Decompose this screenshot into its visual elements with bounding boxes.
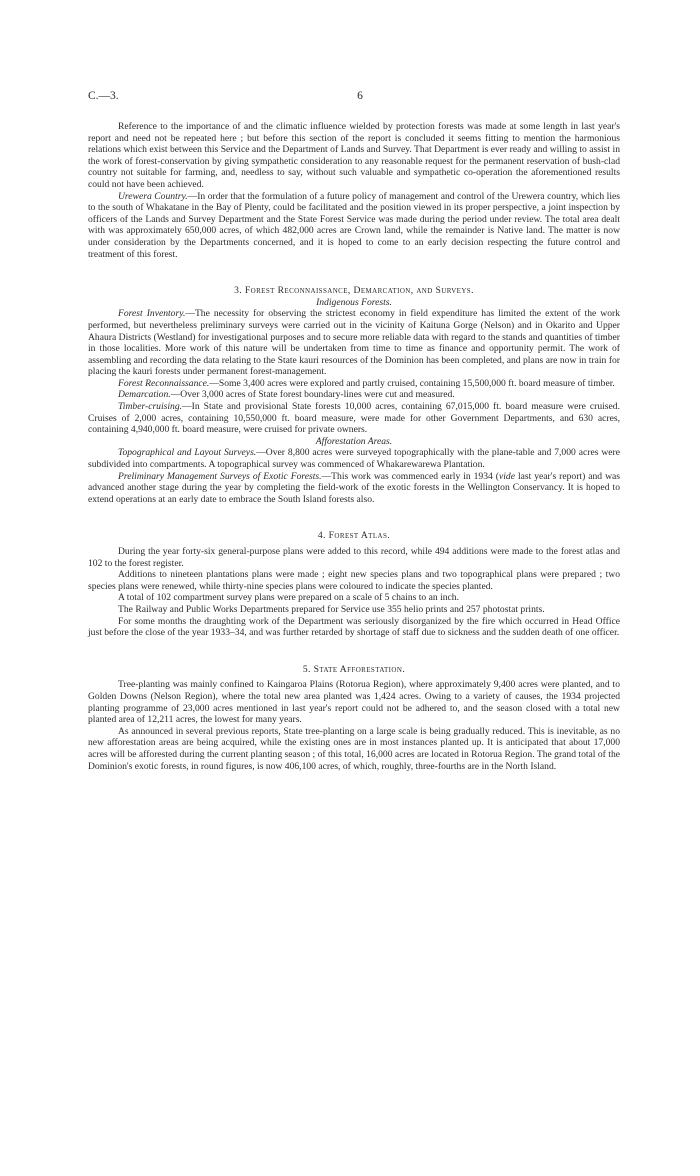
- forest-inventory-title: Forest Inventory.: [118, 308, 186, 320]
- urewera-text: —In order that the formulation of a future policy of management and control of the Urewera country, which lies to the south of Whakatane in the Bay of Plenty, could be facilitated and the position viewed in its proper perspective, a joint inspection by officers of the Lands and Survey Department and the State Forest Service was made during the period under review. The total area dealt with was approximately 650,000 acres, of which 482,000 acres are Crown land, while the remainder is Native land. The matter is now under consideration by the Departments concerned, and it is hoped to come to an early decision respecting the future control and treatment of this forest.: [88, 190, 620, 260]
- demarcation-paragraph: [88, 389, 620, 401]
- page-number: 6: [357, 90, 363, 102]
- section-4-heading: 4. Forest Atlas.: [317, 530, 391, 542]
- topographical-surveys-paragraph: [88, 447, 620, 470]
- atlas-paragraph-1: During the year forty-six general-purpose plans were added to this record, while 494 additions were made to the forest atlas and 102 to the forest register.: [88, 546, 620, 569]
- demarcation-text: —Over 3,000 acres of State forest boundary-lines were cut and measured.: [170, 389, 455, 401]
- timber-cruising-title: Timber-cruising.: [118, 401, 183, 413]
- urewera-paragraph: [88, 191, 620, 261]
- page-header: [88, 90, 612, 106]
- report-reference: C.—3.: [88, 90, 119, 102]
- forest-reconnaissance-paragraph: [88, 378, 620, 390]
- afforestation-paragraph-2: As announced in several previous reports, State tree-planting on a large scale is being gradually reduced. This is inevitable, as no new afforestation areas are being acquired, while the existing ones are in most instances planted up. It is anticipated that about 17,000 acres will be afforested during the current planting season ; of this total, 16,000 acres are located in Rotorua Region. The grand total of the Dominion's exotic forests, in round figures, is now 406,100 acres, of which, roughly, three-fourths are in the North Island.: [88, 725, 620, 772]
- preliminary-surveys-title: Preliminary Management Surveys of Exotic Forests.: [118, 470, 322, 482]
- preliminary-surveys-text-a: —This work was commenced early in 1934 (: [321, 470, 499, 482]
- afforestation-areas-subheading: Afforestation Areas.: [315, 435, 393, 447]
- section-5-heading: 5. State Afforestation.: [302, 663, 406, 675]
- section-3-heading: 3. Forest Reconnaissance, Demarcation, and Surveys.: [234, 285, 474, 297]
- demarcation-title: Demarcation.: [118, 389, 171, 401]
- timber-cruising-paragraph: [88, 401, 620, 436]
- indigenous-forests-subheading: Indigenous Forests.: [316, 296, 392, 308]
- topographical-surveys-text: —Over 8,800 acres were surveyed topographically with the plane-table and 7,000 acres were subdivided into compartments. A topographical survey was commenced of Whakarewarewa Plantation.: [88, 447, 620, 471]
- document-body: [88, 121, 620, 772]
- intro-paragraph: Reference to the importance of and the climatic influence wielded by protection forests was made at some length in last year's report and need not be repeated here ; but before this section of the report is concluded it seems fitting to mention the harmonious relations which exist between this Service and the Department of Lands and Survey. That Department is ever ready and willing to assist in the work of forest-conservation by giving sympathetic consideration to any reasonable request for the permanent reservation of bush-clad country not suitable for farming, and, needless to say, without such valuable and sympathetic co-operation the aforementioned results could not have been achieved.: [88, 121, 620, 190]
- atlas-paragraph-5: For some months the draughting work of the Department was seriously disorganized by the fire which occurred in Head Office just before the close of the year 1933–34, and was further retarded by shortage of staff due to sickness and the sudden death of one officer.: [88, 615, 620, 639]
- preliminary-surveys-paragraph: [88, 471, 620, 506]
- timber-cruising-text: —In State and provisional State forests 10,000 acres, containing 67,015,000 ft. board measure were cruised. Cruises of 2,000 acres, containing 10,550,000 ft. board measure, were made for other Government Departments, and 630 acres, containing 4,940,000 ft. board measure, were cruised for private owners.: [88, 401, 620, 436]
- forest-inventory-text: —The necessity for observing the strictest economy in field expenditure has limited the extent of the work performed, but nevertheless preliminary surveys were carried out in the vicinity of Kaituna Gorge (Nelson) and in Okarito and Upper Ahaura Districts (Westland) for investigational purposes and to secure more reliable data with regard to the stands and quantities of timber in those localities. More work of this nature will be undertaken from time to time as finance and opportunity permit. The work of assembling and recording the data relating to the State kauri resources of the Dominion has been completed, and plans are now in train for placing the kauri forests under permanent forest-management.: [88, 308, 620, 378]
- forest-reconnaissance-text: —Some 3,400 acres were explored and partly cruised, containing 15,500,000 ft. board measure of timber.: [209, 377, 615, 389]
- urewera-title: Urewera Country.: [118, 190, 188, 202]
- forest-inventory-paragraph: [88, 308, 620, 378]
- atlas-paragraph-2: Additions to nineteen plantations plans were made ; eight new species plans and two topographical plans were prepared ; two species plans were renewed, while thirty-nine species plans were coloured to indicate the species planted.: [88, 569, 620, 592]
- afforestation-paragraph-1: Tree-planting was mainly confined to Kaingaroa Plains (Rotorua Region), where approximately 9,400 acres were planted, and to Golden Downs (Nelson Region), where the total new area planted was 1,424 acres. Owing to a variety of causes, the 1934 projected planting programme of 23,000 acres mentioned in last year's report could not be adhered to, and the season closed with a total new planted area of 12,211 acres, the lowest for many years.: [88, 679, 620, 726]
- atlas-paragraph-4: The Railway and Public Works Departments prepared for Service use 355 helio prints and 257 photostat prints.: [118, 603, 545, 615]
- atlas-paragraph-3: A total of 102 compartment survey plans were prepared on a scale of 5 chains to an inch.: [118, 592, 459, 604]
- topographical-surveys-title: Topographical and Layout Surveys.: [118, 447, 257, 459]
- preliminary-surveys-text-b: last year's report) and was advanced another stage during the year by completing the field-work of the exotic forests in the Wellington Conservancy. It is hoped to extend operations at an early date to embrace the South Island forests also.: [88, 470, 620, 505]
- forest-reconnaissance-title: Forest Reconnaissance.: [118, 377, 210, 389]
- vide-word: vide: [499, 470, 515, 482]
